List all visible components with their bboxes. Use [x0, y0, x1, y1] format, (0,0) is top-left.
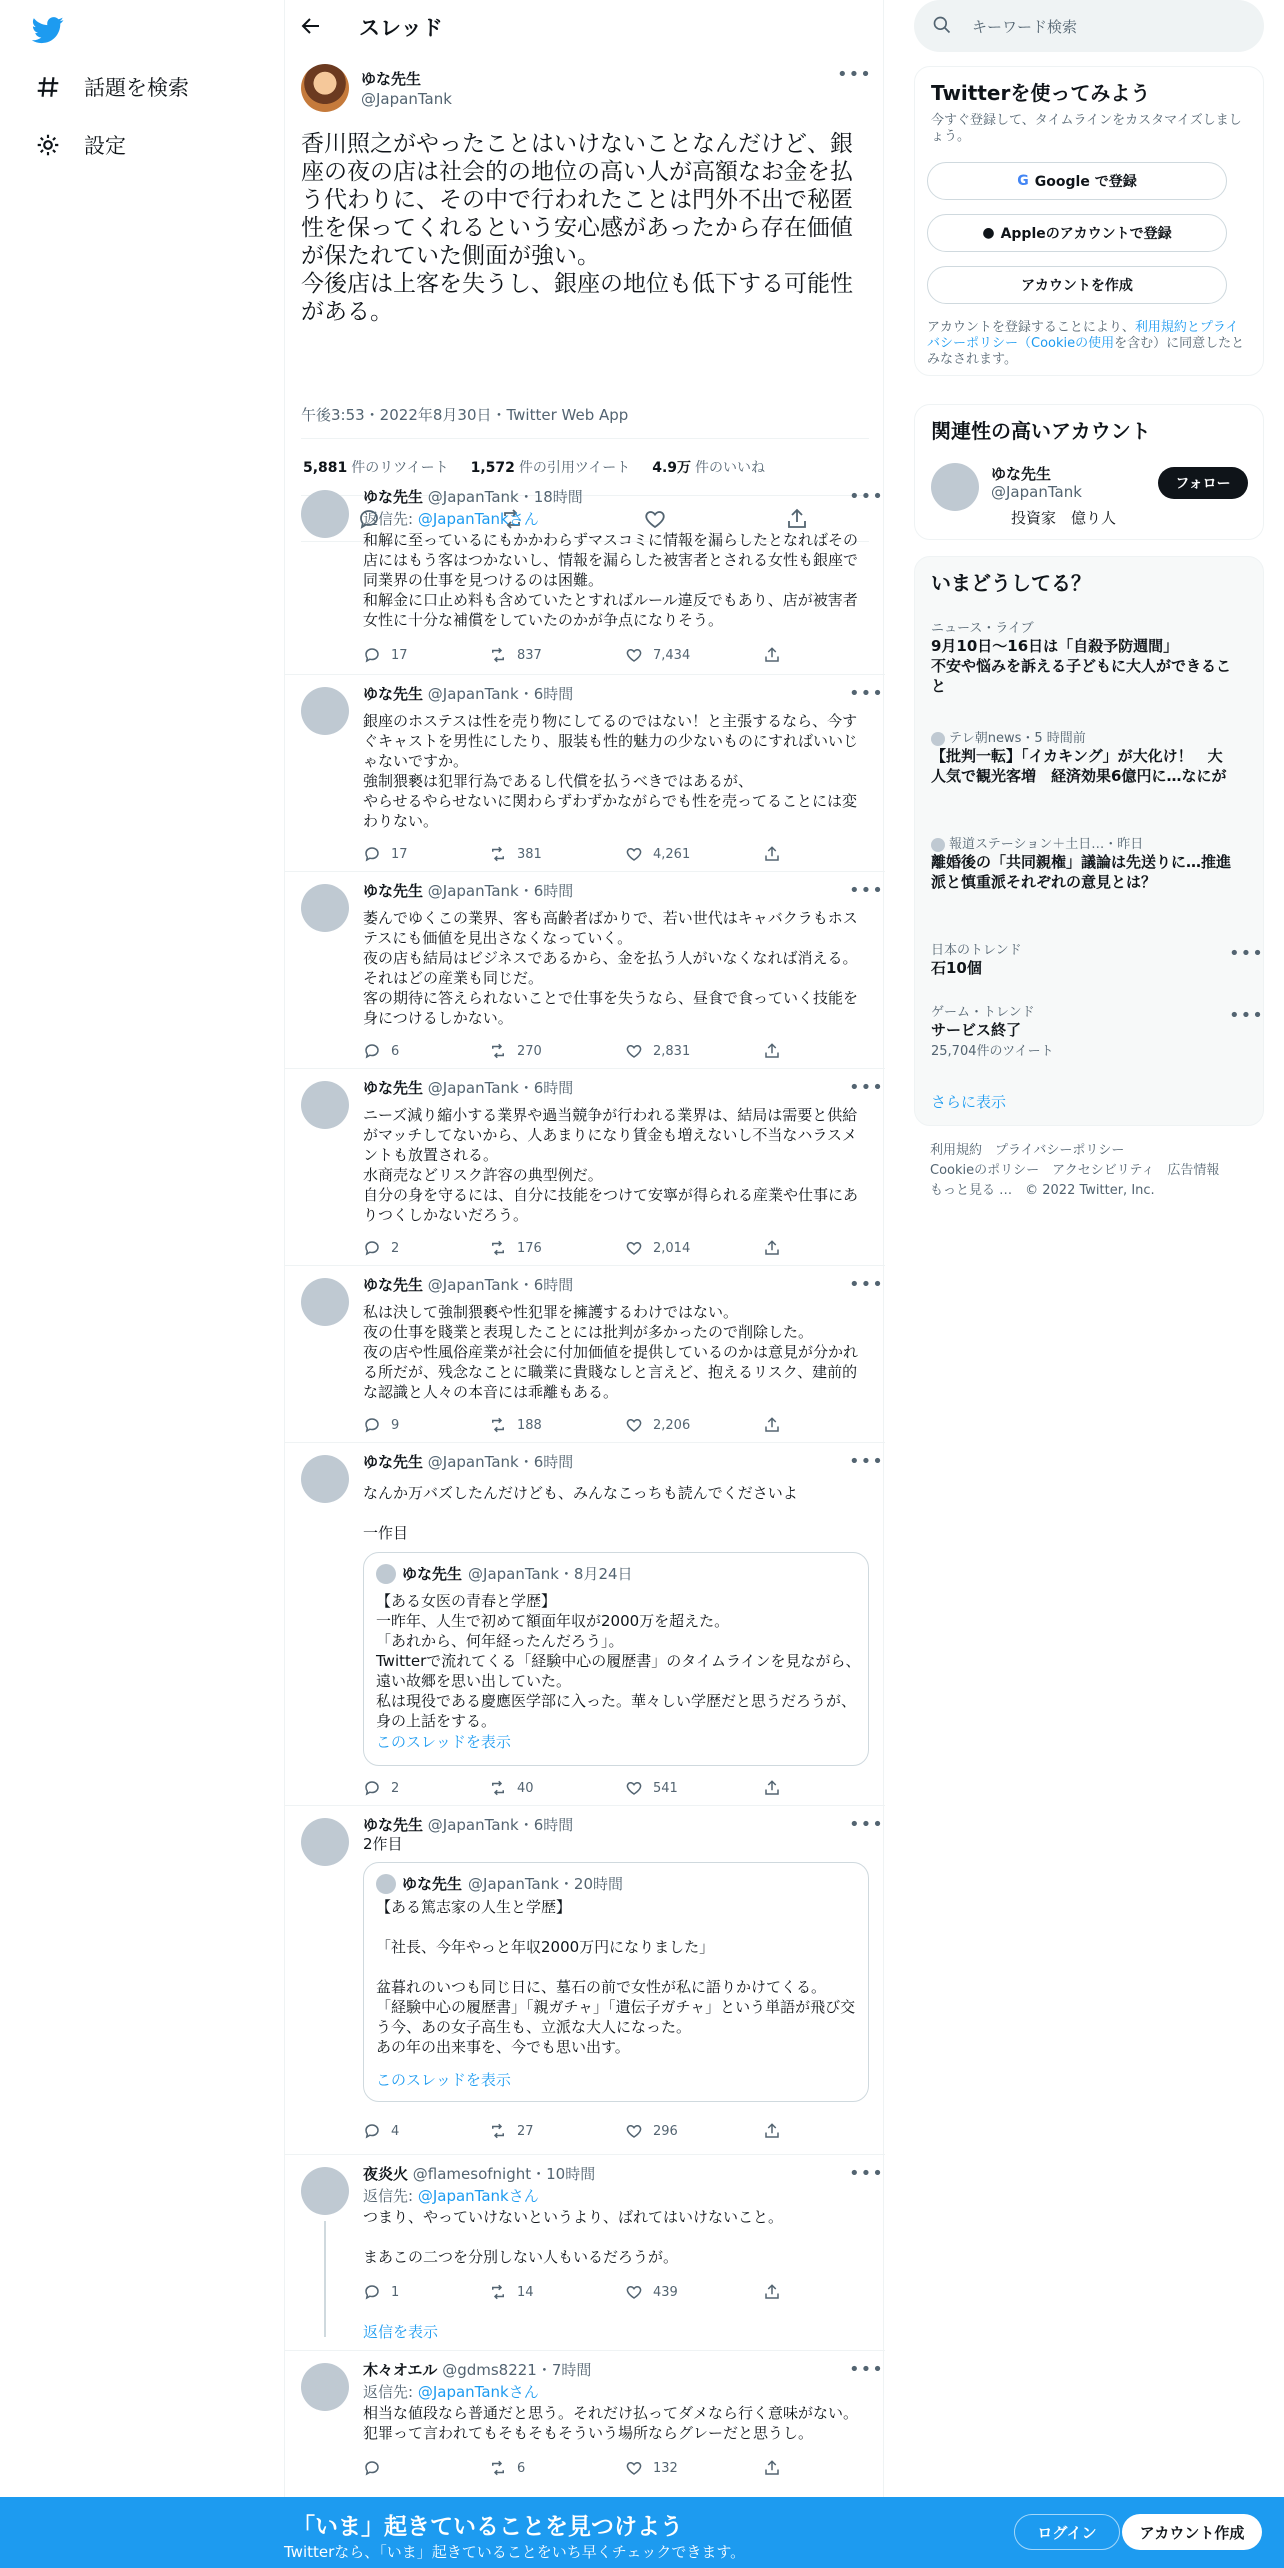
reply-header: ゆな先生 @JapanTank・6時間	[363, 1276, 574, 1294]
signup-card	[914, 66, 1264, 376]
tweet-text: 香川照之がやったことはいけないことなんだけど、銀座の夜の店は社会的の地位の高い人が高額なお金を払う代わりに、その中で行われたことは門外不出で秘匿性を保ってくれるという安心感があったから存在価値が保たれていた側面が強い。 今後店は上客を失うし、銀座の地位も低下する可能性がある。	[301, 131, 853, 325]
reply-tweet[interactable]	[285, 1443, 885, 1806]
reply-icon	[363, 2283, 381, 2301]
retweet-icon	[489, 2122, 507, 2140]
like-icon	[625, 2122, 643, 2140]
retweet-button[interactable]: 27	[489, 2122, 534, 2140]
trend-item[interactable]: 日本のトレンド 石10個	[931, 943, 1022, 977]
gear-icon	[34, 131, 62, 159]
like-button[interactable]: 2,206	[625, 1416, 690, 1434]
reply-button[interactable]	[363, 2459, 391, 2477]
like-icon	[625, 646, 643, 664]
retweet-icon	[489, 1779, 507, 1797]
like-button[interactable]: 296	[625, 2122, 678, 2140]
quote-header: ゆな先生 @JapanTank・8月24日	[376, 1563, 633, 1584]
login-button[interactable]: ログイン	[1014, 2514, 1120, 2550]
show-thread-link[interactable]: このスレッドを表示	[376, 1733, 511, 1751]
avatar	[376, 1874, 396, 1894]
share-button[interactable]	[763, 646, 781, 664]
trend-item[interactable]: テレ朝news・5 時間前 【批判一転】「イカキング」が大化け！ 大人気で観光客増 経済効果6億円に…なにが	[931, 731, 1227, 785]
share-icon	[763, 1416, 781, 1434]
share-icon	[763, 646, 781, 664]
reply-button[interactable]: 6	[363, 1042, 399, 1060]
more-icon[interactable]: •••	[849, 880, 884, 901]
related-name[interactable]: ゆな先生	[991, 465, 1052, 483]
thread-line	[324, 2221, 326, 2337]
more-icon[interactable]: •••	[849, 683, 884, 704]
reply-header: 夜炎火 @flamesofnight・10時間	[363, 2165, 596, 2183]
avatar[interactable]	[931, 463, 979, 511]
more-icon[interactable]: •••	[849, 1451, 884, 1472]
thread-header	[285, 0, 885, 53]
retweet-icon	[489, 1416, 507, 1434]
tweet-timestamp[interactable]: 午後3:53・2022年8月30日・Twitter Web App	[301, 406, 629, 424]
like-icon	[625, 1416, 643, 1434]
page-title: スレッド	[359, 16, 443, 40]
reply-icon	[363, 1239, 381, 1257]
back-arrow-icon[interactable]	[299, 14, 323, 38]
reply-tweet[interactable]	[285, 1069, 885, 1266]
share-button[interactable]	[763, 1779, 781, 1797]
left-nav	[0, 0, 284, 2500]
reply-tweet[interactable]	[285, 1806, 885, 2155]
like-button[interactable]: 2,014	[625, 1239, 690, 1257]
banner-title: 「いま」起きていることを見つけよう	[292, 2514, 683, 2540]
reply-actions	[363, 845, 783, 865]
related-accounts-card	[914, 404, 1264, 540]
reply-header: ゆな先生 @JapanTank・6時間	[363, 1816, 574, 1834]
like-icon	[625, 845, 643, 863]
trends-card	[914, 556, 1264, 1126]
signup-button[interactable]: アカウント作成	[1122, 2514, 1262, 2550]
retweet-button[interactable]: 270	[489, 1042, 542, 1060]
more-icon[interactable]: •••	[849, 1274, 884, 1295]
reply-text: 2作目	[363, 1835, 403, 1853]
related-handle[interactable]: @JapanTank	[991, 483, 1082, 501]
share-button[interactable]	[763, 1416, 781, 1434]
share-icon	[763, 2459, 781, 2477]
retweet-icon	[489, 2283, 507, 2301]
reply-icon	[363, 1042, 381, 1060]
share-icon	[763, 1779, 781, 1797]
retweet-button[interactable]: 176	[489, 1239, 542, 1257]
hashtag-icon	[34, 73, 62, 101]
reply-icon	[363, 2122, 381, 2140]
show-thread-link[interactable]: このスレッドを表示	[376, 2071, 511, 2089]
source-avatar	[931, 732, 945, 746]
like-icon	[625, 1239, 643, 1257]
reply-actions	[363, 1416, 783, 1436]
trends-title: いまどうしてる？	[931, 571, 1091, 595]
reply-header: ゆな先生 @JapanTank・6時間	[363, 1453, 574, 1471]
like-icon	[625, 1779, 643, 1797]
apple-signup-button[interactable]: ● Appleのアカウントで登録	[927, 214, 1227, 252]
reply-tweet[interactable]	[285, 675, 885, 872]
terms-link[interactable]: 利用規約とプライバシーポリシー（Cookieの使用	[927, 320, 1239, 351]
reply-text: 私は決して強制猥褻や性犯罪を擁護するわけではない。 夜の仕事を賤業と表現したことには批判が多かったので削除した。 夜の店や性風俗産業が社会に付加価値を提供しているのかは意見が分かれる所だが、残念なことに職業に貴賤なしと言えど、抱えるリスク、建前的な認識と人々の本音には乖離もある。	[363, 1303, 859, 1401]
reply-text: ニーズ減り縮小する業界や過当競争が行われる業界は、結局は需要と供給がマッチしてないから、人あまりになり賃金も増えないし不当なハラスメントも放置される。 水商売などリスク許容の典型例だ。 自分の身を守るには、自分に技能をつけて安寧が得られる産業や仕事にありつくしかないだろう。	[363, 1106, 859, 1224]
google-signup-button[interactable]: G Google で登録	[927, 162, 1227, 200]
source-avatar	[931, 838, 945, 852]
terms-text: アカウントを登録することにより、利用規約とプライバシーポリシー（Cookieの使用を含む）に同意したとみなされます。	[927, 320, 1245, 367]
avatar	[376, 1564, 396, 1584]
avatar[interactable]	[301, 687, 349, 735]
reply-actions	[363, 1042, 783, 1062]
author-name[interactable]: ゆな先生	[361, 70, 422, 88]
retweet-count[interactable]: 5,881 件のリツイート	[303, 460, 449, 476]
reply-tweet[interactable]	[285, 2155, 885, 2351]
like-button[interactable]: 541	[625, 1779, 678, 1797]
like-button[interactable]: 7,434	[625, 646, 690, 664]
twitter-bird-icon[interactable]	[32, 14, 64, 46]
trend-item[interactable]: 報道ステーション＋土日…・昨日 離婚後の「共同親権」議論は先送りに…推進派と慎重派それぞれの意見とは？	[931, 837, 1232, 891]
google-icon: G	[1017, 173, 1029, 189]
reply-header: ゆな先生 @JapanTank・6時間	[363, 1079, 574, 1097]
share-icon	[763, 1239, 781, 1257]
like-icon	[625, 2283, 643, 2301]
reply-header: 木々オエル @gdms8221・7時間	[363, 2361, 592, 2379]
share-icon	[763, 2122, 781, 2140]
share-button[interactable]	[763, 845, 781, 863]
quote-text: 【ある篤志家の人生と学歴】 「社長、今年やっと年収2000万円になりました」 盆暮れのいつも同じ日に、墓石の前で女性が私に語りかけてくる。 「経験中心の履歴書」「親ガチャ」「遺伝子ガチャ」という単語が飛び交う今、あの女子高生も、立派な大人になった。 あの年の出来事を、今でも思い出す。	[376, 1898, 856, 2056]
like-icon	[625, 2459, 643, 2477]
nav-settings[interactable]	[34, 125, 126, 165]
retweet-icon	[489, 845, 507, 863]
retweet-button[interactable]: 40	[489, 1779, 534, 1797]
share-button[interactable]	[763, 2459, 781, 2477]
reply-to: 返信先: @JapanTankさん	[363, 510, 539, 528]
reply-to: 返信先: @JapanTankさん	[363, 2383, 539, 2401]
footer-links[interactable]: 利用規約 プライバシーポリシー Cookieのポリシー アクセシビリティ 広告情報 もっと見る … © 2022 Twitter, Inc.	[930, 1143, 1220, 1198]
retweet-button[interactable]: 381	[489, 845, 542, 863]
reply-text: なんか万バズしたんだけども、みんなこっちも読んでくださいよ 一作目	[363, 1484, 798, 1542]
follow-button[interactable]: フォロー	[1158, 467, 1248, 499]
reply-button[interactable]: 17	[363, 646, 408, 664]
avatar[interactable]	[301, 884, 349, 932]
avatar[interactable]	[301, 1278, 349, 1326]
like-button[interactable]: 4,261	[625, 845, 690, 863]
search-input[interactable]: キーワード検索	[972, 18, 1078, 36]
more-icon[interactable]: •••	[849, 1814, 884, 1835]
quoted-tweet[interactable]	[363, 1862, 869, 2102]
avatar[interactable]	[301, 2363, 349, 2411]
avatar[interactable]	[301, 1081, 349, 1129]
reply-actions	[363, 1239, 783, 1259]
reply-icon	[363, 845, 381, 863]
reply-text: 銀座のホステスは性を売り物にしてるのではない！と主張するなら、今すぐキャストを男性にしたり、服装も性的魅力の少ないものにすればいいじゃないですか。 強制猥褻は犯罪行為であるし代償を払うべきではあるが、 やらせるやらせないに関わらずわずかながらでも性を売ってることには変わりない。	[363, 712, 859, 830]
more-icon[interactable]: •••	[849, 2359, 884, 2380]
reply-actions	[363, 1779, 783, 1799]
search-icon	[932, 15, 952, 35]
reply-button[interactable]: 9	[363, 1416, 399, 1434]
reply-text: つまり、やっていけないというより、ばれてはいけないこと。 まあこの二つを分別しない人もいるだろうが。	[363, 2208, 784, 2266]
avatar[interactable]	[301, 1455, 349, 1503]
reply-text: 萎んでゆくこの業界、客も高齢者ばかりで、若い世代はキャバクラもホステスにも価値を見出さなくなっていく。 夜の店も結局はビジネスであるから、金を払う人がいなくなれば消える。 それはどの産業も同じだ。 客の期待に答えられないことで仕事を失うなら、昼食で食っていく技能を身につけるしかない。	[363, 909, 859, 1027]
avatar[interactable]	[301, 490, 349, 538]
search-box[interactable]	[914, 0, 1264, 52]
reply-icon	[363, 1779, 381, 1797]
show-more-link[interactable]: さらに表示	[931, 1093, 1007, 1111]
like-button[interactable]: 132	[625, 2459, 678, 2477]
reply-button[interactable]: 2	[363, 1779, 399, 1797]
show-replies-link[interactable]: 返信を表示	[363, 2323, 439, 2341]
reply-to-link[interactable]: @JapanTankさん	[417, 2187, 539, 2205]
retweet-button[interactable]: 6	[489, 2459, 525, 2477]
nav-settings-label: 設定	[84, 134, 126, 158]
reply-to: 返信先: @JapanTankさん	[363, 2187, 539, 2205]
more-icon[interactable]: •••	[849, 486, 884, 507]
more-icon[interactable]: •••	[849, 2163, 884, 2184]
like-button[interactable]: 2,831	[625, 1042, 690, 1060]
related-title: 関連性の高いアカウント	[931, 419, 1151, 443]
author-handle[interactable]: @JapanTank	[361, 90, 452, 108]
reply-header: ゆな先生 @JapanTank・6時間	[363, 882, 574, 900]
nav-explore-label: 話題を検索	[84, 76, 189, 100]
banner-subtitle: Twitterなら、「いま」起きていることをいち早くチェックできます。	[284, 2543, 746, 2561]
reply-text: 相当な値段なら普通だと思う。それだけ払ってダメなら行く意味がない。 犯罪って言われてもそもそもそういう場所ならグレーだと思うし。	[363, 2404, 859, 2442]
reply-icon	[363, 1416, 381, 1434]
retweet-icon	[489, 2459, 507, 2477]
more-icon[interactable]: •••	[1229, 1005, 1264, 1026]
more-icon[interactable]: •••	[837, 64, 872, 85]
like-count[interactable]: 4.9万 件のいいね	[652, 460, 766, 476]
create-account-button[interactable]: アカウントを作成	[927, 266, 1227, 304]
reply-text: 和解に至っているにもかかわらずマスコミに情報を漏らしたとなればその店にはもう客はつかないし、情報を漏らした被害者とされる女性も銀座で同業界の仕事を見つけるのは困難。 和解金に口止め料も含めていたとすればルール違反でもあり、店が被害者女性に十分な補償をしていたのかが争点になりそう。	[363, 531, 859, 629]
reply-to-link[interactable]: @JapanTankさん	[417, 510, 539, 528]
share-icon	[763, 845, 781, 863]
avatar[interactable]	[301, 2167, 349, 2215]
signup-subtitle: 今すぐ登録して、タイムラインをカスタマイズしましょう。	[931, 113, 1242, 144]
like-button[interactable]: 439	[625, 2283, 678, 2301]
reply-tweet[interactable]	[285, 2351, 885, 2497]
retweet-icon	[489, 1239, 507, 1257]
retweet-button[interactable]: 14	[489, 2283, 534, 2301]
share-icon	[763, 1042, 781, 1060]
reply-tweet[interactable]	[285, 872, 885, 1069]
more-icon[interactable]: •••	[849, 1077, 884, 1098]
quote-text: 【ある女医の青春と学歴】 一昨年、人生で初めて額面年収が2000万を超えた。 「あれから、何年経ったんだろう」。 Twitterで流れてくる「経験中心の履歴書」のタイムラインを見ながら、遠い故郷を思い出していた。 私は現役である慶應医学部に入った。華々しい学歴だと思うだろうが、身の上話をする。	[376, 1592, 861, 1730]
nav-explore[interactable]	[34, 67, 189, 107]
avatar[interactable]	[301, 1818, 349, 1866]
trend-item[interactable]: ゲーム・トレンド サービス終了 25,704件のツイート	[931, 1005, 1054, 1059]
quoted-tweet[interactable]	[363, 1552, 869, 1766]
reply-button[interactable]: 2	[363, 1239, 399, 1257]
like-icon	[625, 1042, 643, 1060]
apple-icon: ●	[982, 225, 995, 241]
share-button[interactable]	[763, 1239, 781, 1257]
thread-column	[284, 0, 884, 2500]
reply-actions	[363, 2459, 783, 2479]
more-icon[interactable]: •••	[1229, 943, 1264, 964]
reply-button[interactable]: 17	[363, 845, 408, 863]
retweet-button[interactable]: 837	[489, 646, 542, 664]
reply-button[interactable]: 1	[363, 2283, 399, 2301]
share-icon	[763, 2283, 781, 2301]
reply-icon	[363, 2459, 381, 2477]
related-bio: 投資家 億り人	[1011, 509, 1117, 527]
reply-actions	[363, 2122, 783, 2142]
share-button[interactable]	[763, 2122, 781, 2140]
reply-header: ゆな先生 @JapanTank・6時間	[363, 685, 574, 703]
share-button[interactable]	[763, 1042, 781, 1060]
retweet-icon	[489, 1042, 507, 1060]
signup-banner	[0, 2497, 1284, 2568]
reply-tweet[interactable]	[285, 478, 885, 675]
share-button[interactable]	[763, 2283, 781, 2301]
reply-tweet[interactable]	[285, 1266, 885, 1443]
reply-button[interactable]: 4	[363, 2122, 399, 2140]
retweet-button[interactable]: 188	[489, 1416, 542, 1434]
reply-actions	[363, 2283, 783, 2303]
signup-title: Twitterを使ってみよう	[931, 81, 1151, 105]
reply-icon	[363, 646, 381, 664]
quote-header: ゆな先生 @JapanTank・20時間	[376, 1873, 623, 1894]
retweet-icon	[489, 646, 507, 664]
trend-item[interactable]: ニュース・ライブ 9月10日〜16日は「自殺予防週間」 不安や悩みを訴える子どもに大人ができること	[931, 621, 1232, 695]
reply-actions	[363, 646, 783, 666]
avatar[interactable]	[301, 64, 349, 112]
reply-to-link[interactable]: @JapanTankさん	[417, 2383, 539, 2401]
reply-header: ゆな先生 @JapanTank・18時間	[363, 488, 583, 506]
quote-count[interactable]: 1,572 件の引用ツイート	[470, 460, 631, 476]
